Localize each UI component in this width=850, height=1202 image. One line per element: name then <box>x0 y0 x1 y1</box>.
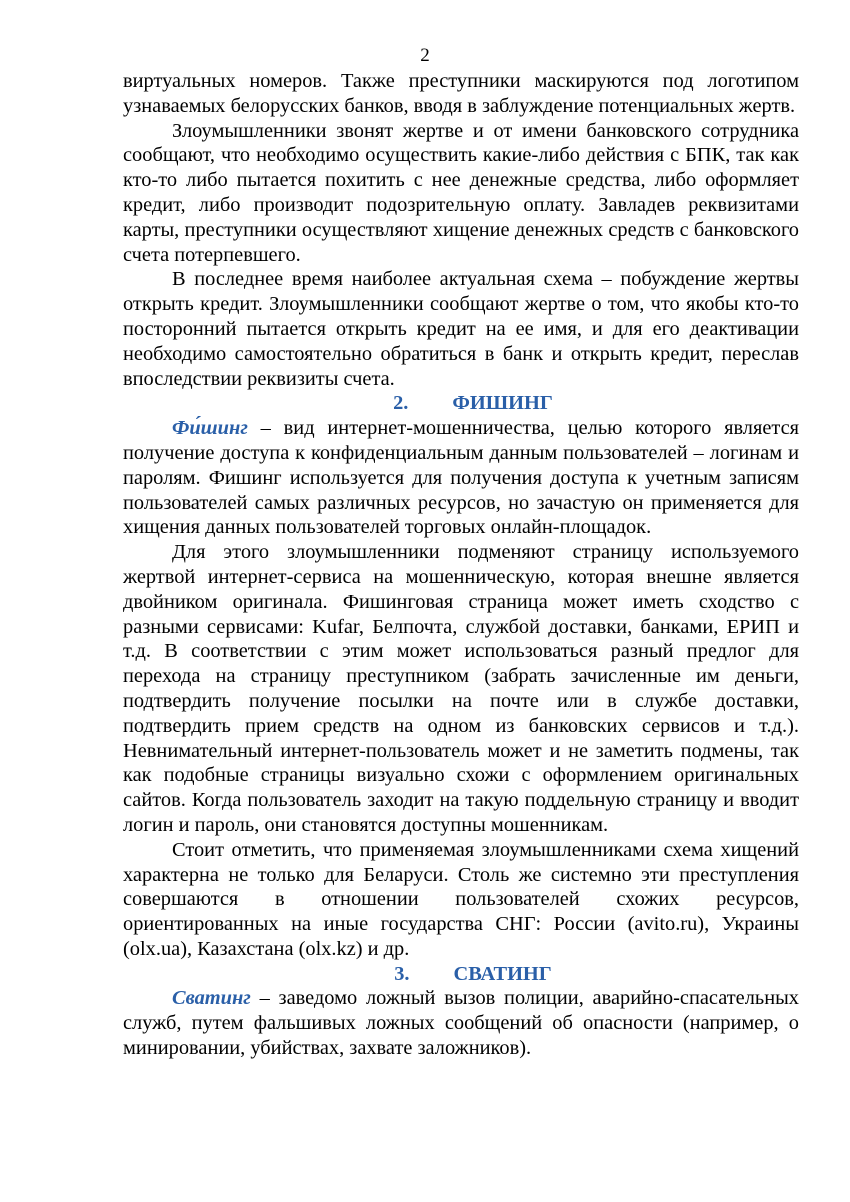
definition-text: – вид интернет-мошенничества, целью которого является получение доступа к конфиденциальным данным пользователей – логинам и паролям. Фишинг используется для получения доступа к учетным записям пользователей самых различных ресурсов, но зачастую он применяется для хищения данных пользователей торговых онлайн-площадок. <box>123 417 799 539</box>
paragraph-continuation: виртуальных номеров. Также преступники маскируются под логотипом узнаваемых белорусских банков, вводя в заблуждение потенциальных жертв. <box>123 70 799 117</box>
paragraph-phishing-method: Для этого злоумышленники подменяют страницу используемого жертвой интернет-сервиса на мошенническую, которая внешне является двойником оригинала. Фишинговая страница может иметь сходство с разными сервисами: Kufar, Белпочта, службой доставки, банками, ЕРИП и т.д. В соответствии с этим может использоваться разный предлог для перехода на страницу преступником (забрать зачисленные им деньги, подтвердить получение посылки на почте или в службе доставки, подтвердить прием средств на одном из банковских сервисов и т.д.). Невнимательный интернет-пользователь может и не заметить подмены, так как подобные страницы визуально схожи с оформлением оригинальных сайтов. Когда пользователь заходит на такую поддельную страницу и вводит логин и пароль, они становятся доступны мошенникам. <box>123 541 799 836</box>
section-heading-phishing <box>123 391 799 416</box>
paragraph-bank-call: Злоумышленники звонят жертве и от имени банковского сотрудника сообщают, что необходимо осуществить какие-либо действия с БПК, так как кто-то либо пытается похитить с нее денежные средства, либо оформляет кредит, либо производит подозрительную оплату. Завладев реквизитами карты, преступники осуществляют хищение денежных средств с банковского счета потерпевшего. <box>123 119 799 266</box>
section-heading-swatting <box>123 962 799 987</box>
term-phishing: Фи́шинг <box>172 417 248 440</box>
paragraph-swatting-definition <box>123 986 799 1060</box>
paragraph-phishing-scope: Стоит отметить, что применяемая злоумышленниками схема хищений характерна не только для Беларуси. Столь же системно эти преступления совершаются в отношении пользователей схожих ресурсов, ориентированных на иные государства СНГ: России (avito.ru), Украины (olx.ua), Казахстана (olx.kz) и др. <box>123 838 799 960</box>
section-title: ФИШИНГ <box>452 392 553 415</box>
section-title: СВАТИНГ <box>453 962 552 985</box>
definition-text: – заведомо ложный вызов полиции, аварийно-спасательных служб, путем фальшивых ложных сообщений об опасности (например, о минировании, убийствах, захвате заложников). <box>123 987 799 1060</box>
paragraph-credit-scheme: В последнее время наиболее актуальная схема – побуждение жертвы открыть кредит. Злоумышленники сообщают жертве о том, что якобы кто-то посторонний пытается открыть кредит на ее имя, и для его деактивации необходимо самостоятельно обратиться в банк и открыть кредит, переслав впоследствии реквизиты счета. <box>123 268 799 390</box>
section-number: 3. <box>394 962 410 985</box>
paragraph-phishing-definition <box>123 416 799 540</box>
page-number: 2 <box>420 45 430 66</box>
page-content <box>123 69 799 1061</box>
section-number: 2. <box>393 392 409 415</box>
term-swatting: Сватинг <box>172 987 251 1010</box>
